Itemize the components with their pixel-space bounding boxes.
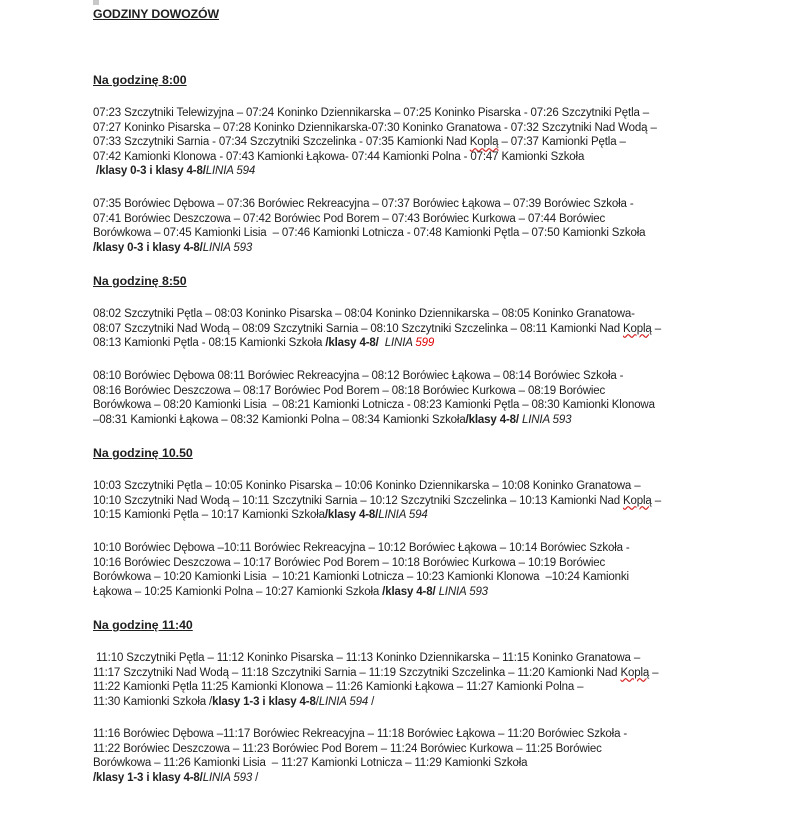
stop-times-text: 10:15 Kamionki Pętla – 10:17 Kamionki Szkoła <box>93 509 325 522</box>
route-line <box>93 508 705 523</box>
route-line <box>93 541 705 556</box>
route-paragraph <box>93 369 705 427</box>
line-number-label: LINIA 594 <box>378 509 428 522</box>
route-line <box>93 680 705 695</box>
stop-times-text: –08:31 Kamionki Łąkowa – 08:32 Kamionki Polna – 08:34 Kamionki Szkoła <box>93 413 466 426</box>
route-paragraph <box>93 307 705 351</box>
route-paragraph <box>93 541 705 599</box>
section-heading: Na godzinę 8:50 <box>93 274 187 288</box>
line-number-label: LINIA 593 <box>202 771 256 784</box>
route-class-label: /klasy 4-8/ <box>324 509 379 522</box>
spellcheck-word: Koplą <box>623 494 652 507</box>
route-line <box>93 585 705 600</box>
stop-times-text: 07:27 Koninko Pisarska – 07:28 Koninko Dziennikarska-07:30 Koninko Granatowa - 07:32 Szczytniki Nad Wodą – <box>93 121 657 134</box>
route-paragraph <box>93 479 705 523</box>
route-line <box>93 771 705 786</box>
spellcheck-word: Koplą <box>620 666 650 679</box>
stop-times-text: – <box>649 666 659 679</box>
spellcheck-word: Koplą <box>623 322 652 335</box>
route-line <box>93 556 705 571</box>
stop-times-text: Borówkowa – 07:45 Kamionki Lisia – 07:46 Kamionki Lotnicza - 07:48 Kamionki Pętla – 07:50 Kamionki Szkoła <box>93 227 646 240</box>
route-line <box>93 494 705 509</box>
route-line <box>93 369 705 384</box>
route-line <box>93 398 705 413</box>
route-line <box>93 384 705 399</box>
route-class-label: klasy 1-3 i klasy 4-8 <box>212 695 316 708</box>
stop-times-text: 07:42 Kamionki Klonowa - 07:43 Kamionki Łąkowa- 07:44 Kamionki Polna - 07:47 Kamionki Szkoła <box>93 150 585 163</box>
line-number-label: LINIA 593 <box>438 585 488 598</box>
route-line <box>93 307 705 322</box>
stop-times-text: 08:16 Borówiec Deszczowa – 08:17 Borówiec Pod Borem – 08:18 Borówiec Kurkowa – 08:19 Borówiec <box>93 384 606 397</box>
line-number-label: LINIA 593 <box>521 413 572 426</box>
route-line <box>93 106 705 121</box>
route-line <box>93 135 705 150</box>
route-line <box>93 413 705 428</box>
route-line <box>93 322 705 337</box>
stop-times-text: 08:07 Szczytniki Nad Wodą – 08:09 Szczytniki Sarnia – 08:10 Szczytniki Szczelinka – 08:11 Kamionki Nad <box>93 322 624 335</box>
corner-mark <box>93 0 99 5</box>
line-number-label: LINIA 594 <box>205 165 256 178</box>
route-line <box>93 651 705 666</box>
line-number-label: LINIA <box>384 337 416 350</box>
route-class-label: /klasy 4-8/ <box>325 337 379 350</box>
stop-times-text: Łąkowa – 10:25 Kamionki Polna – 10:27 Kamionki Szkoła <box>93 585 383 598</box>
route-line <box>93 164 705 179</box>
stop-times-text: 10:03 Szczytniki Pętla – 10:05 Koninko Pisarska – 10:06 Koninko Dziennikarska – 10:08 Koninko Granatowa – <box>93 480 641 492</box>
line-number-label: 599 <box>415 337 435 350</box>
stop-times-text: / <box>371 695 375 708</box>
route-paragraph <box>93 106 705 179</box>
route-line <box>93 241 705 256</box>
stop-times-text: 11:22 Borówiec Deszczowa – 11:23 Borówiec Pod Borem – 11:24 Borówiec Kurkowa – 11:25 Borówiec <box>93 742 602 755</box>
stop-times-text: – <box>651 322 661 335</box>
route-class-label: /klasy 1-3 i klasy 4-8/ <box>93 771 203 784</box>
stop-times-text: 10:10 Borówiec Dębowa –10:11 Borówiec Rekreacyjna – 10:12 Borówiec Łąkowa – 10:14 Borówiec Szkoła - <box>93 542 630 554</box>
route-class-label: /klasy 4-8/ <box>382 585 436 598</box>
route-line <box>93 121 705 136</box>
stop-times-text: Borówkowa – 11:26 Kamionki Lisia – 11:27 Kamionki Lotnicza – 11:29 Kamionki Szkoła <box>93 757 528 770</box>
route-line <box>93 336 705 351</box>
stop-times-text: 11:30 Kamionki Szkoła / <box>93 695 213 708</box>
stop-times-text: 07:35 Borówiec Dębowa – 07:36 Borówiec Rekreacyjna – 07:37 Borówiec Łąkowa – 07:39 Borówiec Szkoła - <box>93 198 634 210</box>
route-paragraph <box>93 727 705 785</box>
route-line <box>93 570 705 585</box>
route-class-label: /klasy 0-3 i klasy 4-8/ <box>93 241 203 254</box>
route-line <box>93 742 705 757</box>
line-number-label: LINIA 594 <box>318 695 372 708</box>
route-line <box>93 212 705 227</box>
stop-times-text: / <box>315 695 319 708</box>
section-heading: Na godzinę 11:40 <box>93 618 193 632</box>
stop-times-text: 07:23 Szczytniki Telewizyjna – 07:24 Koninko Dziennikarska – 07:25 Koninko Pisarska - 07:26 Szczytniki Pętla – <box>93 107 650 119</box>
route-paragraph <box>93 651 705 709</box>
document-title: GODZINY DOWOZÓW <box>93 7 220 21</box>
stop-times-text: / <box>255 771 259 784</box>
stop-times-text: 10:10 Szczytniki Nad Wodą – 10:11 Szczytniki Sarnia – 10:12 Szczytniki Szczelinka – 10:13 Kamionki Nad <box>93 494 624 507</box>
stop-times-text: – 07:37 Kamionki Pętla – <box>498 136 626 149</box>
stop-times-text: 08:02 Szczytniki Pętla – 08:03 Koninko Pisarska – 08:04 Koninko Dziennikarska – 08:05 Koninko Granatowa- <box>93 308 635 320</box>
route-line <box>93 727 705 742</box>
stop-times-text: 07:33 Szczytniki Sarnia - 07:34 Szczytniki Szczelinka - 07:35 Kamionki Nad <box>93 136 470 149</box>
stop-times-text: Borówkowa – 10:20 Kamionki Lisia – 10:21 Kamionki Lotnicza – 10:23 Kamionki Klonowa –10:24 Kamionki <box>93 571 629 584</box>
stop-times-text: 10:16 Borówiec Deszczowa – 10:17 Borówiec Pod Borem – 10:18 Borówiec Kurkowa – 10:19 Borówiec <box>93 556 606 569</box>
stop-times-text: 11:17 Szczytniki Nad Wodą – 11:18 Szczytniki Sarnia – 11:19 Szczytniki Szczelinka – 11:20 Kamionki Nad <box>93 666 621 679</box>
route-class-label: /klasy 4-8/ <box>465 413 519 426</box>
route-line <box>93 479 705 494</box>
line-number-label: LINIA 593 <box>202 241 253 254</box>
section-heading: Na godzinę 8:00 <box>93 73 187 87</box>
route-line <box>93 666 705 681</box>
route-line <box>93 197 705 212</box>
stop-times-text: 11:22 Kamionki Pętla 11:25 Kamionki Klonowa – 11:26 Kamionki Łąkowa – 11:27 Kamionki Polna – <box>93 681 584 694</box>
route-line <box>93 695 705 710</box>
stop-times-text: 11:16 Borówiec Dębowa –11:17 Borówiec Rekreacyjna – 11:18 Borówiec Łąkowa – 11:20 Borówiec Szkoła - <box>93 728 628 740</box>
route-paragraph <box>93 197 705 255</box>
stop-times-text: 07:41 Borówiec Deszczowa – 07:42 Borówiec Pod Borem – 07:43 Borówiec Kurkowa – 07:44 Borówiec <box>93 212 606 225</box>
stop-times-text: Borówkowa – 08:20 Kamionki Lisia – 08:21 Kamionki Lotnicza - 08:23 Kamionki Pętla – 08:30 Kamionki Klonowa <box>93 399 655 412</box>
spellcheck-word: Koplą <box>469 136 499 149</box>
stop-times-text: 08:10 Borówiec Dębowa 08:11 Borówiec Rekreacyjna – 08:12 Borówiec Łąkowa – 08:14 Borówiec Szkoła - <box>93 370 624 382</box>
stop-times-text: 08:13 Kamionki Pętla - 08:15 Kamionki Szkoła <box>93 337 326 350</box>
stop-times-text: 11:10 Szczytniki Pętla – 11:12 Koninko Pisarska – 11:13 Koninko Dziennikarska – 11:15 Koninko Granatowa – <box>93 652 641 664</box>
section-heading: Na godzinę 10.50 <box>93 446 193 460</box>
route-line <box>93 756 705 771</box>
route-line <box>93 150 705 165</box>
stop-times-text: – <box>651 494 661 507</box>
route-line <box>93 226 705 241</box>
route-class-label: /klasy 0-3 i klasy 4-8/ <box>93 165 206 178</box>
